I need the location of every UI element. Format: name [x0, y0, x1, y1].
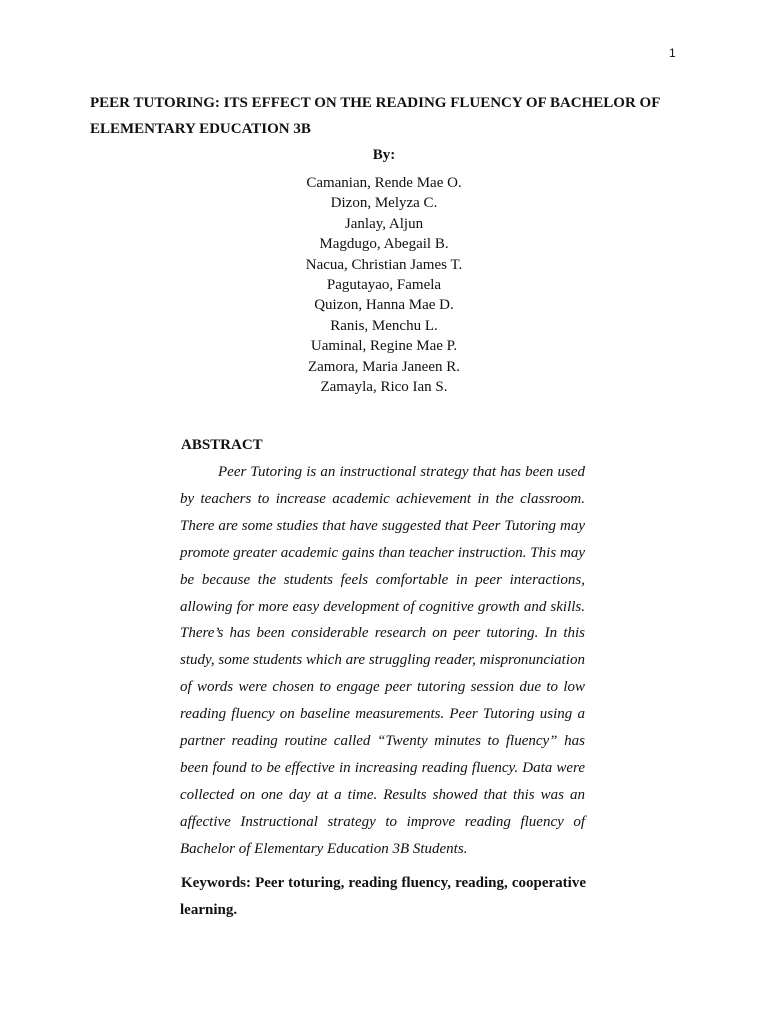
author-list — [0, 173, 768, 397]
document-title: PEER TUTORING: ITS EFFECT ON THE READING FLUENCY OF BACHELOR OF ELEMENTARY EDUCATION 3B — [90, 95, 660, 137]
author-name: Magdugo, Abegail B. — [319, 236, 449, 253]
author-name: Zamora, Maria Janeen R. — [307, 358, 461, 375]
author-name: Janlay, Aljun — [344, 215, 424, 232]
author-name: Camanian, Rende Mae O. — [306, 175, 462, 191]
abstract-body: Peer Tutoring is an instructional strategy that has been used by teachers to increase academic achievement in the classroom. There are some studies that have suggested that Peer Tutoring may promote greater academic gains than teacher instruction. This may be because the students feels comfortable in peer interactions, allowing for more easy development of cognitive growth and skills. There’s has been considerable research on peer tutoring. In this study, some students which are struggling reader, mispronunciation of words were chosen to engage peer tutoring session due to low reading fluency on baseline measurements. Peer Tutoring using a partner reading routine called “Twenty minutes to fluency” has been found to be effective in increasing reading fluency. Data were collected on one day at a time. Results showed that this was an affective Instructional strategy to improve reading fluency of Bachelor of Elementary Education 3B Students. — [180, 464, 585, 857]
author-name: Nacua, Christian James T. — [305, 256, 463, 273]
author-name: Uaminal, Regine Mae P. — [310, 338, 458, 355]
author-name: Ranis, Menchu L. — [330, 317, 438, 334]
page-number: 1 — [669, 46, 676, 60]
keywords-text: Peer toturing, reading fluency, reading, cooperative learning. — [180, 875, 586, 918]
abstract-heading: ABSTRACT — [181, 437, 263, 453]
author-name: Quizon, Hanna Mae D. — [314, 297, 454, 314]
by-label: By: — [372, 147, 396, 163]
author-name: Zamayla, Rico Ian S. — [320, 379, 448, 396]
keywords-label: Keywords: — [181, 875, 251, 891]
author-name: Dizon, Melyza C. — [330, 195, 438, 212]
author-name: Pagutayao, Famela — [326, 277, 442, 294]
keywords-paragraph — [180, 870, 586, 924]
